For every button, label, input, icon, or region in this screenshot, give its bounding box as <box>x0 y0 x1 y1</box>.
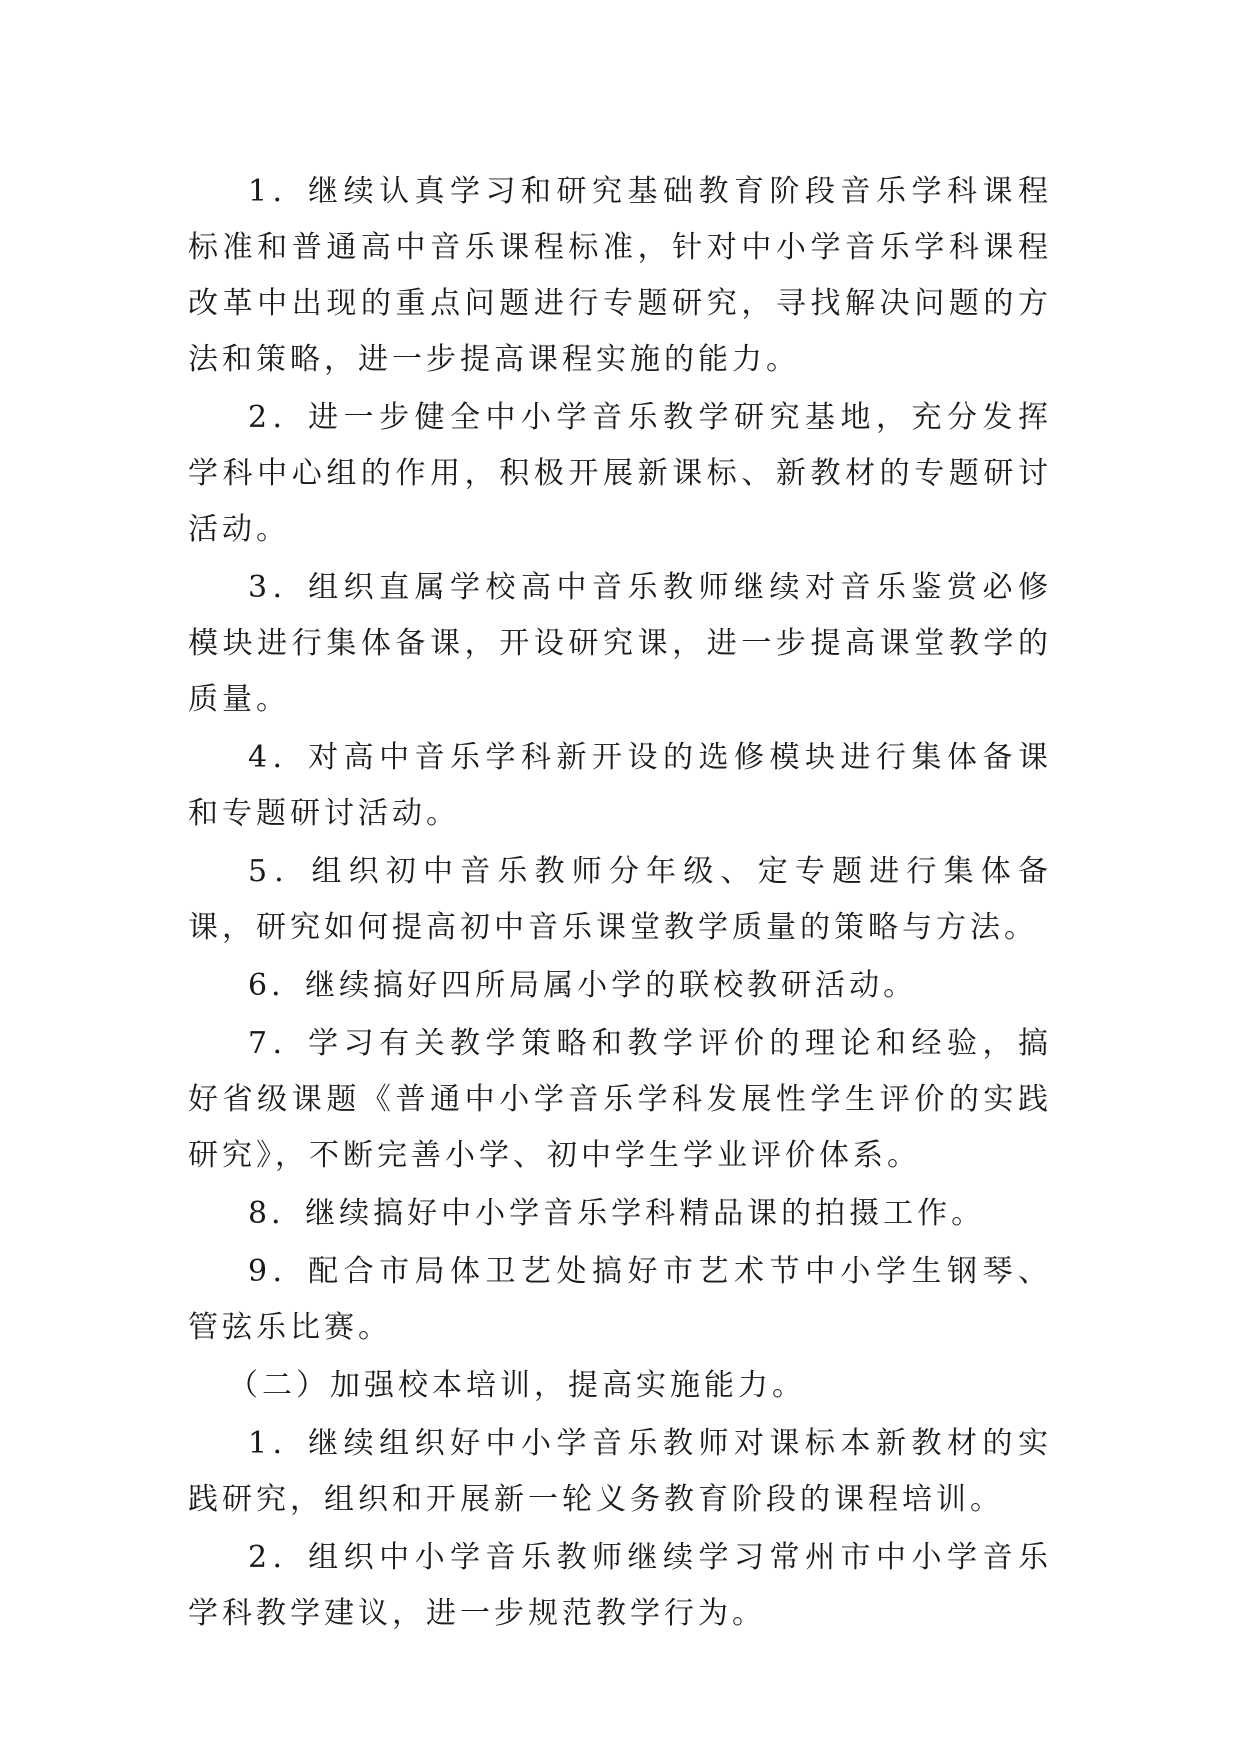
paragraph-item-training-2: 2．组织中小学音乐教师继续学习常州市中小学音乐学科教学建议，进一步规范教学行为。 <box>188 1540 1052 1631</box>
paragraph-item-4: 4．对高中音乐学科新开设的选修模块进行集体备课和专题研讨活动。 <box>188 740 1052 831</box>
paragraph-item-training-1: 1．继续组织好中小学音乐教师对课标本新教材的实践研究，组织和开展新一轮义务教育阶段的课程培训。 <box>188 1426 1052 1517</box>
paragraph-item-7: 7．学习有关教学策略和教学评价的理论和经验，搞好省级课题《普通中小学音乐学科发展性学生评价的实践研究》，不断完善小学、初中学生学业评价体系。 <box>188 1026 1052 1173</box>
section-heading: （二）加强校本培训，提高实施能力。 <box>228 1368 806 1403</box>
paragraph-item-8: 8．继续搞好中小学音乐学科精品课的拍摄工作。 <box>248 1196 986 1231</box>
paragraph-item-2: 2．进一步健全中小学音乐教学研究基地，充分发挥学科中心组的作用，积极开展新课标、新教材的专题研讨活动。 <box>188 400 1052 547</box>
paragraph-item-1: 1．继续认真学习和研究基础教育阶段音乐学科课程标准和普通高中音乐课程标准，针对中小学音乐学科课程改革中出现的重点问题进行专题研究，寻找解决问题的方法和策略，进一步提高课程实施的能力。 <box>188 174 1052 377</box>
paragraph-item-5: 5．组织初中音乐教师分年级、定专题进行集体备课，研究如何提高初中音乐课堂教学质量的策略与方法。 <box>188 854 1052 945</box>
paragraph-item-6: 6．继续搞好四所局属小学的联校教研活动。 <box>248 968 918 1003</box>
paragraph-item-3: 3．组织直属学校高中音乐教师继续对音乐鉴赏必修模块进行集体备课，开设研究课，进一步提高课堂教学的质量。 <box>188 570 1052 717</box>
document-body <box>188 164 1052 1644</box>
paragraph-item-9: 9．配合市局体卫艺处搞好市艺术节中小学生钢琴、管弦乐比赛。 <box>188 1254 1052 1345</box>
